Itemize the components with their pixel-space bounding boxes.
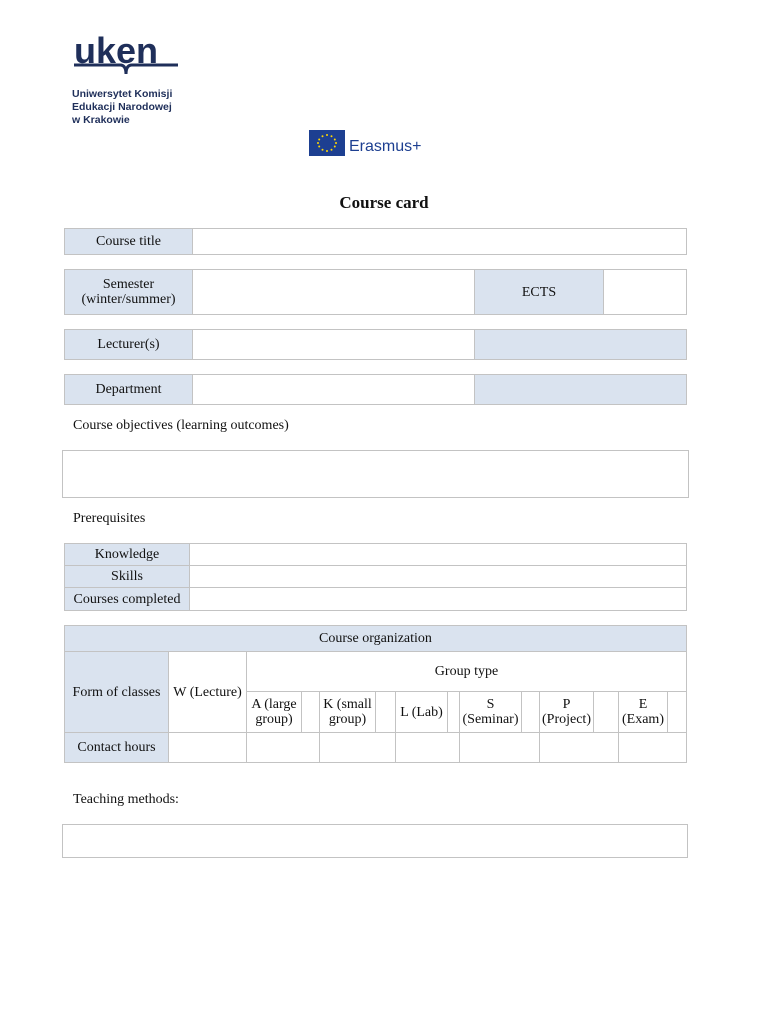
group-e-header: E (Exam) [618,691,668,733]
ects-label: ECTS [474,269,604,315]
book-icon [70,60,182,80]
knowledge-label: Knowledge [64,543,190,566]
department-label: Department [64,374,193,405]
skills-label: Skills [64,565,190,588]
courses-completed-field[interactable] [189,587,687,611]
department-extra-cell [474,374,687,405]
lecturers-field[interactable] [192,329,475,360]
course-title-label: Course title [64,228,193,255]
semester-label: Semester (winter/summer) [64,269,193,315]
group-l-header: L (Lab) [395,691,448,733]
group-s-input[interactable] [521,691,540,733]
contact-hours-s[interactable] [459,732,540,763]
prerequisites-heading: Prerequisites [73,511,146,526]
contact-hours-k[interactable] [319,732,396,763]
group-type-header: Group type [246,651,687,692]
group-s-header: S (Seminar) [459,691,522,733]
form-of-classes-label: Form of classes [64,651,169,733]
skills-field[interactable] [189,565,687,588]
lecturers-label: Lecturer(s) [64,329,193,360]
contact-hours-a[interactable] [246,732,320,763]
course-title-field[interactable] [192,228,687,255]
contact-hours-p[interactable] [539,732,619,763]
lecture-header: W (Lecture) [168,651,247,733]
contact-hours-e[interactable] [618,732,687,763]
contact-hours-l[interactable] [395,732,460,763]
teaching-methods-field[interactable] [62,824,688,858]
department-field[interactable] [192,374,475,405]
courses-completed-label: Courses completed [64,587,190,611]
logo-university-name: Uniwersytet Komisji Edukacji Narodowej w Krakowie [72,88,173,126]
erasmus-label: Erasmus+ [349,138,422,155]
semester-field[interactable] [192,269,475,315]
erasmus-logo [305,126,435,164]
logo-wordmark: uken [74,30,159,71]
page-title: Course card [339,193,429,212]
eu-flag-icon [309,130,345,156]
group-a-input[interactable] [301,691,320,733]
ects-field[interactable] [603,269,687,315]
university-logo [70,30,190,126]
contact-hours-lecture[interactable] [168,732,247,763]
objectives-field[interactable] [62,450,689,498]
contact-hours-label: Contact hours [64,732,169,763]
organization-title: Course organization [64,625,687,652]
group-k-input[interactable] [375,691,396,733]
group-p-header: P (Project) [539,691,594,733]
knowledge-field[interactable] [189,543,687,566]
group-e-input[interactable] [667,691,687,733]
teaching-methods-heading: Teaching methods: [73,792,179,807]
group-p-input[interactable] [593,691,619,733]
group-a-header: A (large group) [246,691,302,733]
objectives-heading: Course objectives (learning outcomes) [73,418,289,433]
group-k-header: K (small group) [319,691,376,733]
lecturers-extra-cell [474,329,687,360]
